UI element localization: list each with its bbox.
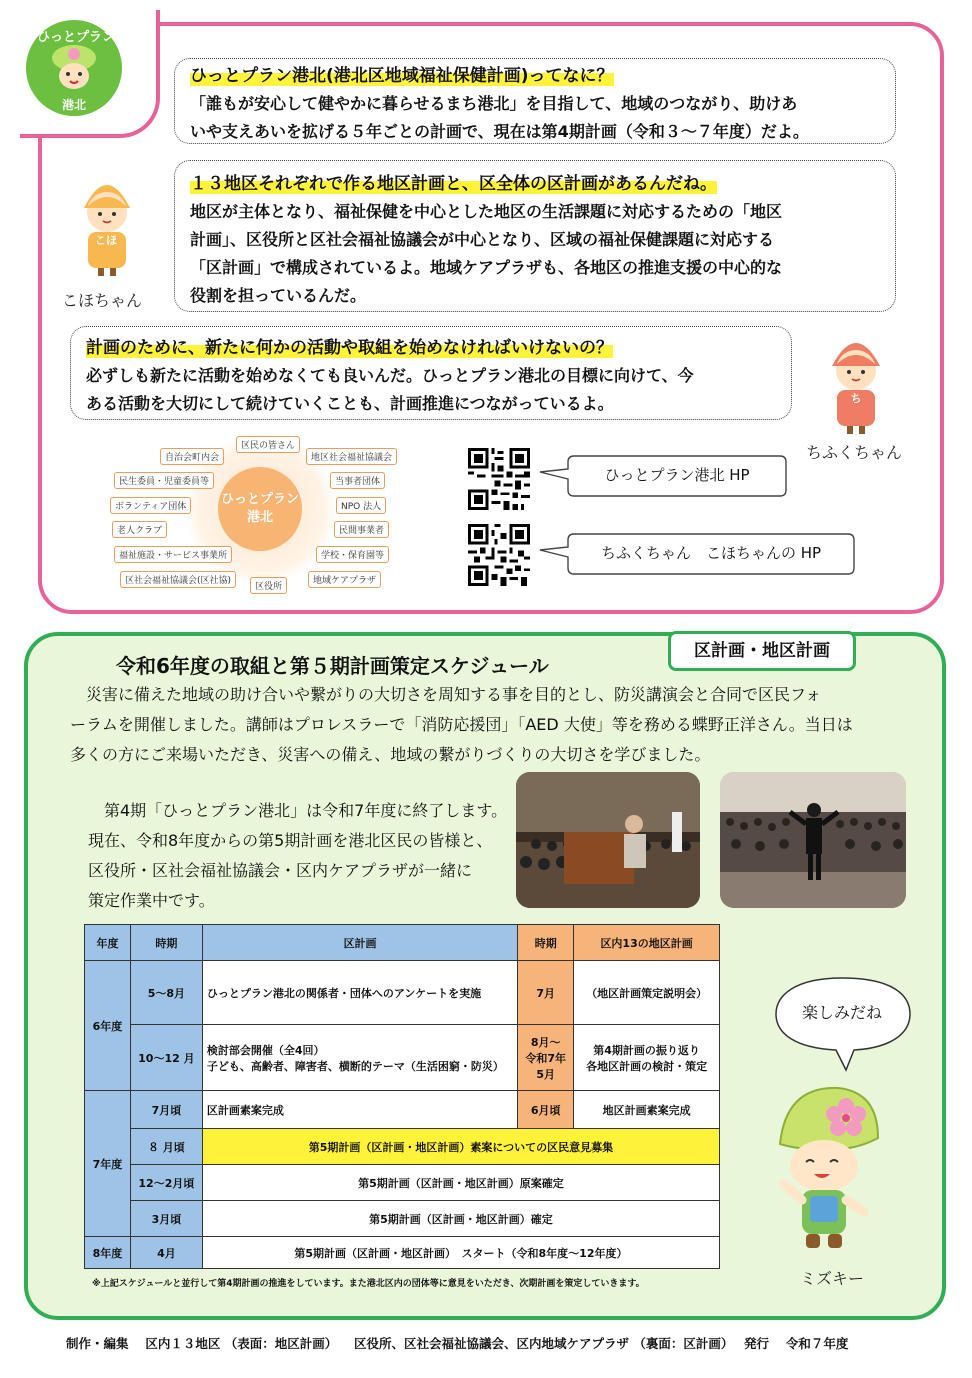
speech-bubble-shape	[772, 974, 912, 1074]
header-district-plan: 区内13の地区計画	[574, 925, 720, 961]
qa1-answer-line: いや支えあいを拡げる５年ごとの計画で、現在は第4期計画（令和３～７年度）だよ。	[190, 122, 809, 141]
qa1-question-row	[190, 64, 614, 88]
period2-cell: 7月	[518, 961, 574, 1025]
table-row	[85, 1165, 720, 1201]
period2-cell	[518, 1025, 574, 1091]
diagram-tag: 区民の皆さん	[236, 436, 300, 453]
combined-cell: 第5期計画（区計画・地区計画）確定	[202, 1201, 719, 1237]
qa2-answer-line: 役割を担っているんだ。	[190, 286, 367, 305]
forum-report-line: ーラムを開催しました。講師はプロレスラーで「消防応援団」「AED 大使」等を務める蝶野正洋さん。当日は	[70, 715, 853, 734]
koho-chan-character-icon	[76, 168, 138, 278]
district-cell-line: 第4期計画の振り返り	[593, 1043, 700, 1057]
qa3-answer	[86, 362, 694, 418]
period2-line: 8月～	[530, 1035, 561, 1049]
header-ward-plan: 区計画	[202, 925, 517, 961]
period-cell: 4月	[130, 1237, 202, 1269]
chifuku-chan-badge: ち	[850, 392, 862, 405]
diagram-tag: 福祉施設・サービス事業所	[114, 546, 232, 563]
qa1-answer-line: 「誰もが安心して健やかに暮らせるまち港北」を目指して、地域のつながり、助けあ	[190, 94, 798, 113]
year-cell: 8年度	[85, 1237, 131, 1269]
forum-photo	[720, 772, 906, 908]
period-cell: 10～12 月	[130, 1025, 202, 1091]
mizukii-face-icon	[48, 44, 100, 92]
hitto-plan-hp-link[interactable]: ひっとプラン港北 HP	[604, 466, 750, 484]
period-cell: 3月頃	[130, 1201, 202, 1237]
year-cell: 7年度	[85, 1091, 131, 1237]
qa2-answer-line: 計画」、区役所と区社会福祉協議会が中心となり、区域の福祉保健課題に対応する	[190, 230, 775, 249]
diagram-tag: 自治会町内会	[160, 448, 224, 465]
koho-chan-badge: こほ	[95, 234, 117, 247]
mizukii-speech: 楽しみだね	[801, 1003, 882, 1022]
lecture-photo	[516, 772, 700, 908]
header-period-2: 時期	[518, 925, 574, 961]
table-header-row	[85, 925, 720, 961]
ward-cell-line: 子ども、高齢者、障害者、横断的テーマ（生活困窮・防災）	[206, 1059, 504, 1073]
diagram-tag: ボランティア団体	[110, 497, 191, 514]
mizukii-character-icon	[766, 1078, 886, 1258]
plan-status-text	[88, 796, 507, 916]
character-hp-link[interactable]: ちふくちゃん こほちゃんの HP	[600, 544, 822, 562]
period-cell: 5～8月	[130, 961, 202, 1025]
qa2-answer	[190, 198, 782, 310]
koho-chan-name: こほちゃん	[62, 291, 143, 310]
ward-cell	[202, 1025, 517, 1091]
ward-cell-line: 検討部会開催（全4回）	[206, 1043, 325, 1057]
diagram-tag: NPO 法人	[336, 497, 386, 514]
logo-bottom-text: 港北	[61, 98, 86, 112]
table-row	[85, 1237, 720, 1269]
table-row	[85, 961, 720, 1025]
section-tag: 区計画・地区計画	[668, 631, 856, 671]
district-cell	[574, 1025, 720, 1091]
diagram-tag: 老人クラブ	[112, 521, 167, 538]
diagram-center-line: 港北	[246, 510, 273, 525]
table-row	[85, 1091, 720, 1129]
diagram-tag: 区役所	[250, 577, 287, 594]
table-row	[85, 1201, 720, 1237]
qa2-question-row	[190, 172, 717, 196]
ward-cell: ひっとプラン港北の関係者・団体へのアンケートを実施	[202, 961, 517, 1025]
period-cell: 7月頃	[130, 1091, 202, 1129]
district-cell-line: 各地区計画の検討・策定	[586, 1059, 708, 1073]
mizukii-name: ミズキー	[800, 1269, 865, 1288]
period-cell: ８ 月頃	[130, 1129, 202, 1165]
diagram-center	[218, 467, 302, 551]
forum-report-line: 災害に備えた地域の助け合いや繋がりの大切さを周知する事を目的とし、防災講演会と合同で区民フォ	[70, 685, 822, 704]
qa3-question: 計画のために、新たに何かの活動や取組を始めなければいけないの？	[86, 338, 613, 358]
qa1-question: ひっとプラン港北(港北区地域福祉保健計画)ってなに？	[190, 66, 614, 86]
diagram-tag: 学校・保育園等	[316, 546, 389, 563]
header-period: 時期	[130, 925, 202, 961]
diagram-center-line: ひっとプラン	[220, 492, 299, 507]
page-footer: 制作・編集 区内１３地区 （表面：地区計画） 区役所、区社会福祉協議会、区内地域ケアプラザ （裏面：区計画） 発行 令和７年度	[66, 1336, 849, 1351]
diagram-tag: 民生委員・児童委員等	[114, 472, 214, 489]
qr-code-icon[interactable]	[468, 448, 530, 510]
qa2-question: １３地区それぞれで作る地区計画と、区全体の区計画があるんだね。	[190, 174, 717, 194]
combined-cell: 第5期計画（区計画・地区計画）素案についての区民意見募集	[202, 1129, 719, 1165]
qa3-answer-line: 必ずしも新たに活動を始めなくても良いんだ。ひっとプラン港北の目標に向けて、今	[86, 366, 694, 385]
forum-report	[70, 680, 853, 770]
qa3-answer-line: ある活動を大切にして続けていくことも、計画推進につながっているよ。	[86, 394, 614, 413]
header-year: 年度	[85, 925, 131, 961]
logo-top-text: ひっとプラン	[36, 30, 115, 45]
diagram-tag: 区社会福祉協議会(区社協)	[120, 571, 236, 588]
table-row	[85, 1025, 720, 1091]
section-title: 令和6年度の取組と第５期計画策定スケジュール	[116, 654, 549, 678]
ward-cell: 区計画素案完成	[202, 1091, 517, 1129]
forum-report-line: 多くの方にご来場いただき、災害への備え、地域の繋がりづくりの大切さを学びました。	[70, 745, 711, 764]
district-cell: （地区計画策定説明会）	[574, 961, 720, 1025]
diagram-tag: 民間事業者	[334, 521, 389, 538]
plan-status-line: 区役所・区社会福祉協議会・区内ケアプラザが一緒に	[88, 861, 473, 880]
year-cell: 6年度	[85, 961, 131, 1091]
period2-line: 令和7年	[525, 1051, 567, 1065]
qa2-answer-line: 地区が主体となり、福祉保健を中心とした地区の生活課題に対応するための「地区	[190, 202, 783, 221]
combined-cell: 第5期計画（区計画・地区計画）原案確定	[202, 1165, 719, 1201]
qa1-answer	[190, 90, 809, 146]
diagram-tag: 地域ケアプラザ	[308, 571, 381, 588]
chifuku-chan-character-icon	[824, 326, 888, 436]
qa3-question-row	[86, 336, 613, 360]
period-cell: 12～2月頃	[130, 1165, 202, 1201]
diagram-tag: 当事者団体	[330, 472, 385, 489]
district-cell: 地区計画素案完成	[574, 1091, 720, 1129]
table-row	[85, 1129, 720, 1165]
plan-status-line: 第4期「ひっとプラン港北」は令和7年度に終了します。	[88, 801, 508, 820]
chifuku-chan-name: ちふくちゃん	[806, 443, 903, 462]
combined-cell: 第5期計画（区計画・地区計画） スタート（令和8年度～12年度）	[202, 1237, 719, 1269]
schedule-footnote: ※上記スケジュールと並行して第4期計画の推進をしています。また港北区内の団体等に意見をいただき、次期計画を策定していきます。	[92, 1279, 645, 1289]
plan-status-line: 策定作業中です。	[88, 891, 215, 910]
qa2-answer-line: 「区計画」で構成されているよ。地域ケアプラザも、各地区の推進支援の中心的な	[190, 258, 783, 277]
plan-status-line: 現在、令和8年度からの第5期計画を港北区民の皆様と、	[88, 831, 493, 850]
diagram-tag: 地区社会福祉協議会	[306, 448, 397, 465]
qr-code-icon[interactable]	[468, 524, 530, 586]
period2-line: 5月	[536, 1067, 556, 1081]
schedule-table	[84, 924, 720, 1269]
period2-cell: 6月頃	[518, 1091, 574, 1129]
